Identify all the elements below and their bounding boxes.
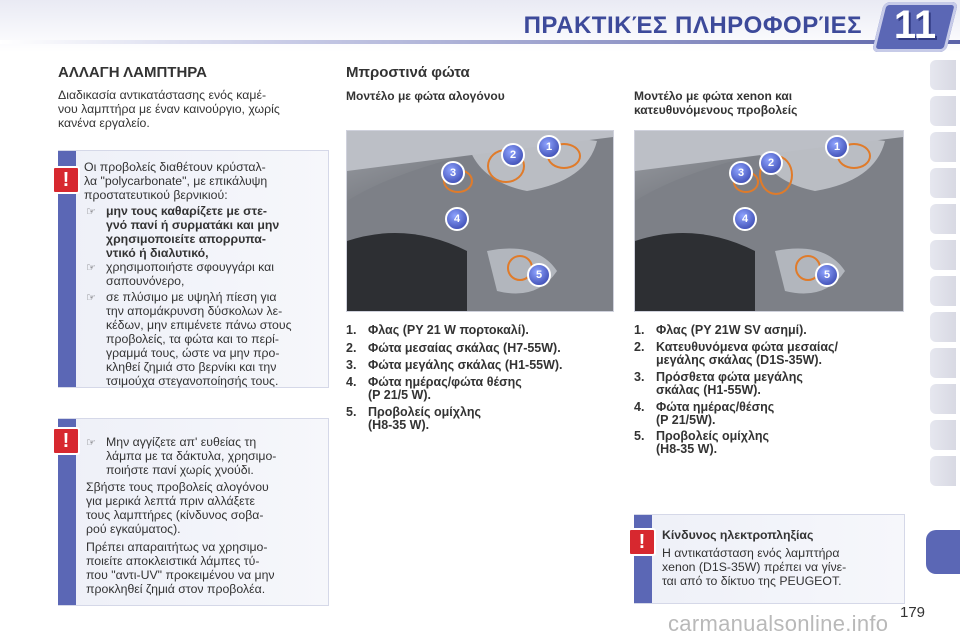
warning-bullet-text: κέδων, μην επιμένετε πάνω στους: [106, 318, 292, 332]
marker-4: 4: [445, 207, 469, 231]
chapter-tab[interactable]: [930, 384, 956, 414]
model-heading: Μοντέλο με φώτα xenon και: [634, 89, 793, 103]
warning-text: λα "polycarbonate", με επικάλυψη: [84, 174, 268, 188]
warning-bullet-text: σαπουνόνερο,: [106, 274, 185, 288]
warning-bullet-text: γνό πανί ή συρματάκι και μην: [106, 218, 280, 232]
chapter-tab[interactable]: [930, 312, 956, 342]
warning-text: Οι προβολείς διαθέτουν κρύσταλ-: [84, 160, 266, 174]
warning-bullet-text: χρησιμοποιείτε απορρυπα-: [106, 232, 266, 246]
intro-line: κανένα εργαλείο.: [58, 116, 150, 130]
headlight-photo-halogen: [346, 130, 614, 312]
page-header: [0, 0, 960, 52]
chapter-tab[interactable]: [930, 96, 956, 126]
warning-bullet-text: κληθεί ζημιά στο βερνίκι και την: [106, 360, 277, 374]
intro-line: νου λαμπτήρα με έναν καινούργιο, χωρίς: [58, 102, 280, 116]
chapter-tab[interactable]: [930, 456, 956, 486]
warning-text: Πρέπει απαραιτήτως να χρησιμο-: [86, 540, 268, 554]
warning-bullet-text: Μην αγγίζετε απ' ευθείας τη: [106, 435, 257, 449]
watermark: carmanualsonline.info: [668, 611, 889, 636]
warning-text: xenon (D1S-35W) πρέπει να γίνε-: [662, 560, 847, 574]
warning-bullet-text: την απομάκρυνση δύσκολων λε-: [106, 304, 283, 318]
model-heading: κατευθυνόμενους προβολείς: [634, 103, 798, 117]
warning-text: προστατευτικού βερνικιού:: [84, 188, 228, 202]
warning-text: ται από το δίκτυο της PEUGEOT.: [662, 574, 842, 588]
marker-5: 5: [527, 263, 551, 287]
section-heading: Μπροστινά φώτα: [346, 64, 470, 81]
pointing-hand-icon: ☞: [86, 437, 96, 449]
warning-text: για μερικά λεπτά πριν αλλάξετε: [86, 494, 255, 508]
marker-4: 4: [733, 207, 757, 231]
warning-bullet-text: σε πλύσιμο με υψηλή πίεση για: [106, 290, 277, 304]
marker-5: 5: [815, 263, 839, 287]
chapter-tab[interactable]: [930, 348, 956, 378]
warning-icon: !: [52, 427, 80, 455]
marker-2: 2: [501, 143, 525, 167]
warning-text: προκληθεί ζημιά στον προβολέα.: [86, 582, 266, 596]
chapter-tab[interactable]: [930, 132, 956, 162]
warning-bullet-text: τσιμούχα στεγανοποίησής τους.: [106, 374, 279, 388]
chapter-tab[interactable]: [930, 204, 956, 234]
header-band: [0, 40, 960, 44]
warning-text: Η αντικατάσταση ενός λαμπτήρα: [662, 546, 840, 560]
chapter-tab[interactable]: [930, 240, 956, 270]
chapter-tabs: [926, 60, 960, 620]
warning-text: Σβήστε τους προβολείς αλογόνου: [86, 480, 269, 494]
pointing-hand-icon: ☞: [86, 262, 96, 274]
marker-1: 1: [537, 135, 561, 159]
warning-icon: !: [628, 528, 656, 556]
warning-text: τους λαμπτήρες (κίνδυνος σοβα-: [86, 508, 264, 522]
marker-2: 2: [759, 151, 783, 175]
warning-bullet-text: λάμπα με τα δάκτυλα, χρησιμο-: [106, 449, 277, 463]
pointing-hand-icon: ☞: [86, 206, 96, 218]
warning-bullet-text: ντικό ή διαλυτικό,: [106, 246, 209, 260]
intro-line: Διαδικασία αντικατάστασης ενός καμέ-: [58, 88, 267, 102]
chapter-tab[interactable]: [930, 60, 956, 90]
warning-bullet-text: χρησιμοποιήστε σφουγγάρι και: [106, 260, 274, 274]
chapter-tab[interactable]: [930, 276, 956, 306]
chapter-title: ΠΡΑΚΤΙΚΈΣ ΠΛΗΡΟΦΟΡΊΕΣ: [523, 12, 862, 39]
warning-bullet-text: ποιήστε πανί χωρίς χνούδι.: [106, 463, 254, 477]
section-heading: ΑΛΛΑΓΗ ΛΑΜΠΤΗΡΑ: [58, 64, 208, 81]
marker-3: 3: [441, 161, 465, 185]
warning-bullet-text: μην τους καθαρίζετε με στε-: [106, 204, 268, 218]
warning-text: ποιείτε αποκλειστικά λάμπες τύ-: [86, 554, 260, 568]
warning-bullet-text: γραμμά τους, ώστε να μην προ-: [106, 346, 280, 360]
headlight-photo-xenon: [634, 130, 904, 312]
model-heading: Μοντέλο με φώτα αλογόνου: [346, 89, 505, 103]
warning-title: Κίνδυνος ηλεκτροπληξίας: [662, 528, 814, 542]
chapter-number: 11: [893, 3, 937, 47]
marker-3: 3: [729, 161, 753, 185]
marker-1: 1: [825, 135, 849, 159]
pointing-hand-icon: ☞: [86, 292, 96, 304]
chapter-tab[interactable]: [930, 420, 956, 450]
warning-icon: !: [52, 166, 80, 194]
warning-bullet-text: προβολείς, τα φώτα και το περί-: [106, 332, 279, 346]
warning-text: ρού εγκαύματος).: [86, 522, 181, 536]
chapter-tab[interactable]: [930, 168, 956, 198]
page-number: 179: [900, 604, 926, 621]
chapter-tab-active[interactable]: [926, 530, 960, 574]
warning-text: που "αντι-UV" προκειμένου να μην: [86, 568, 275, 582]
